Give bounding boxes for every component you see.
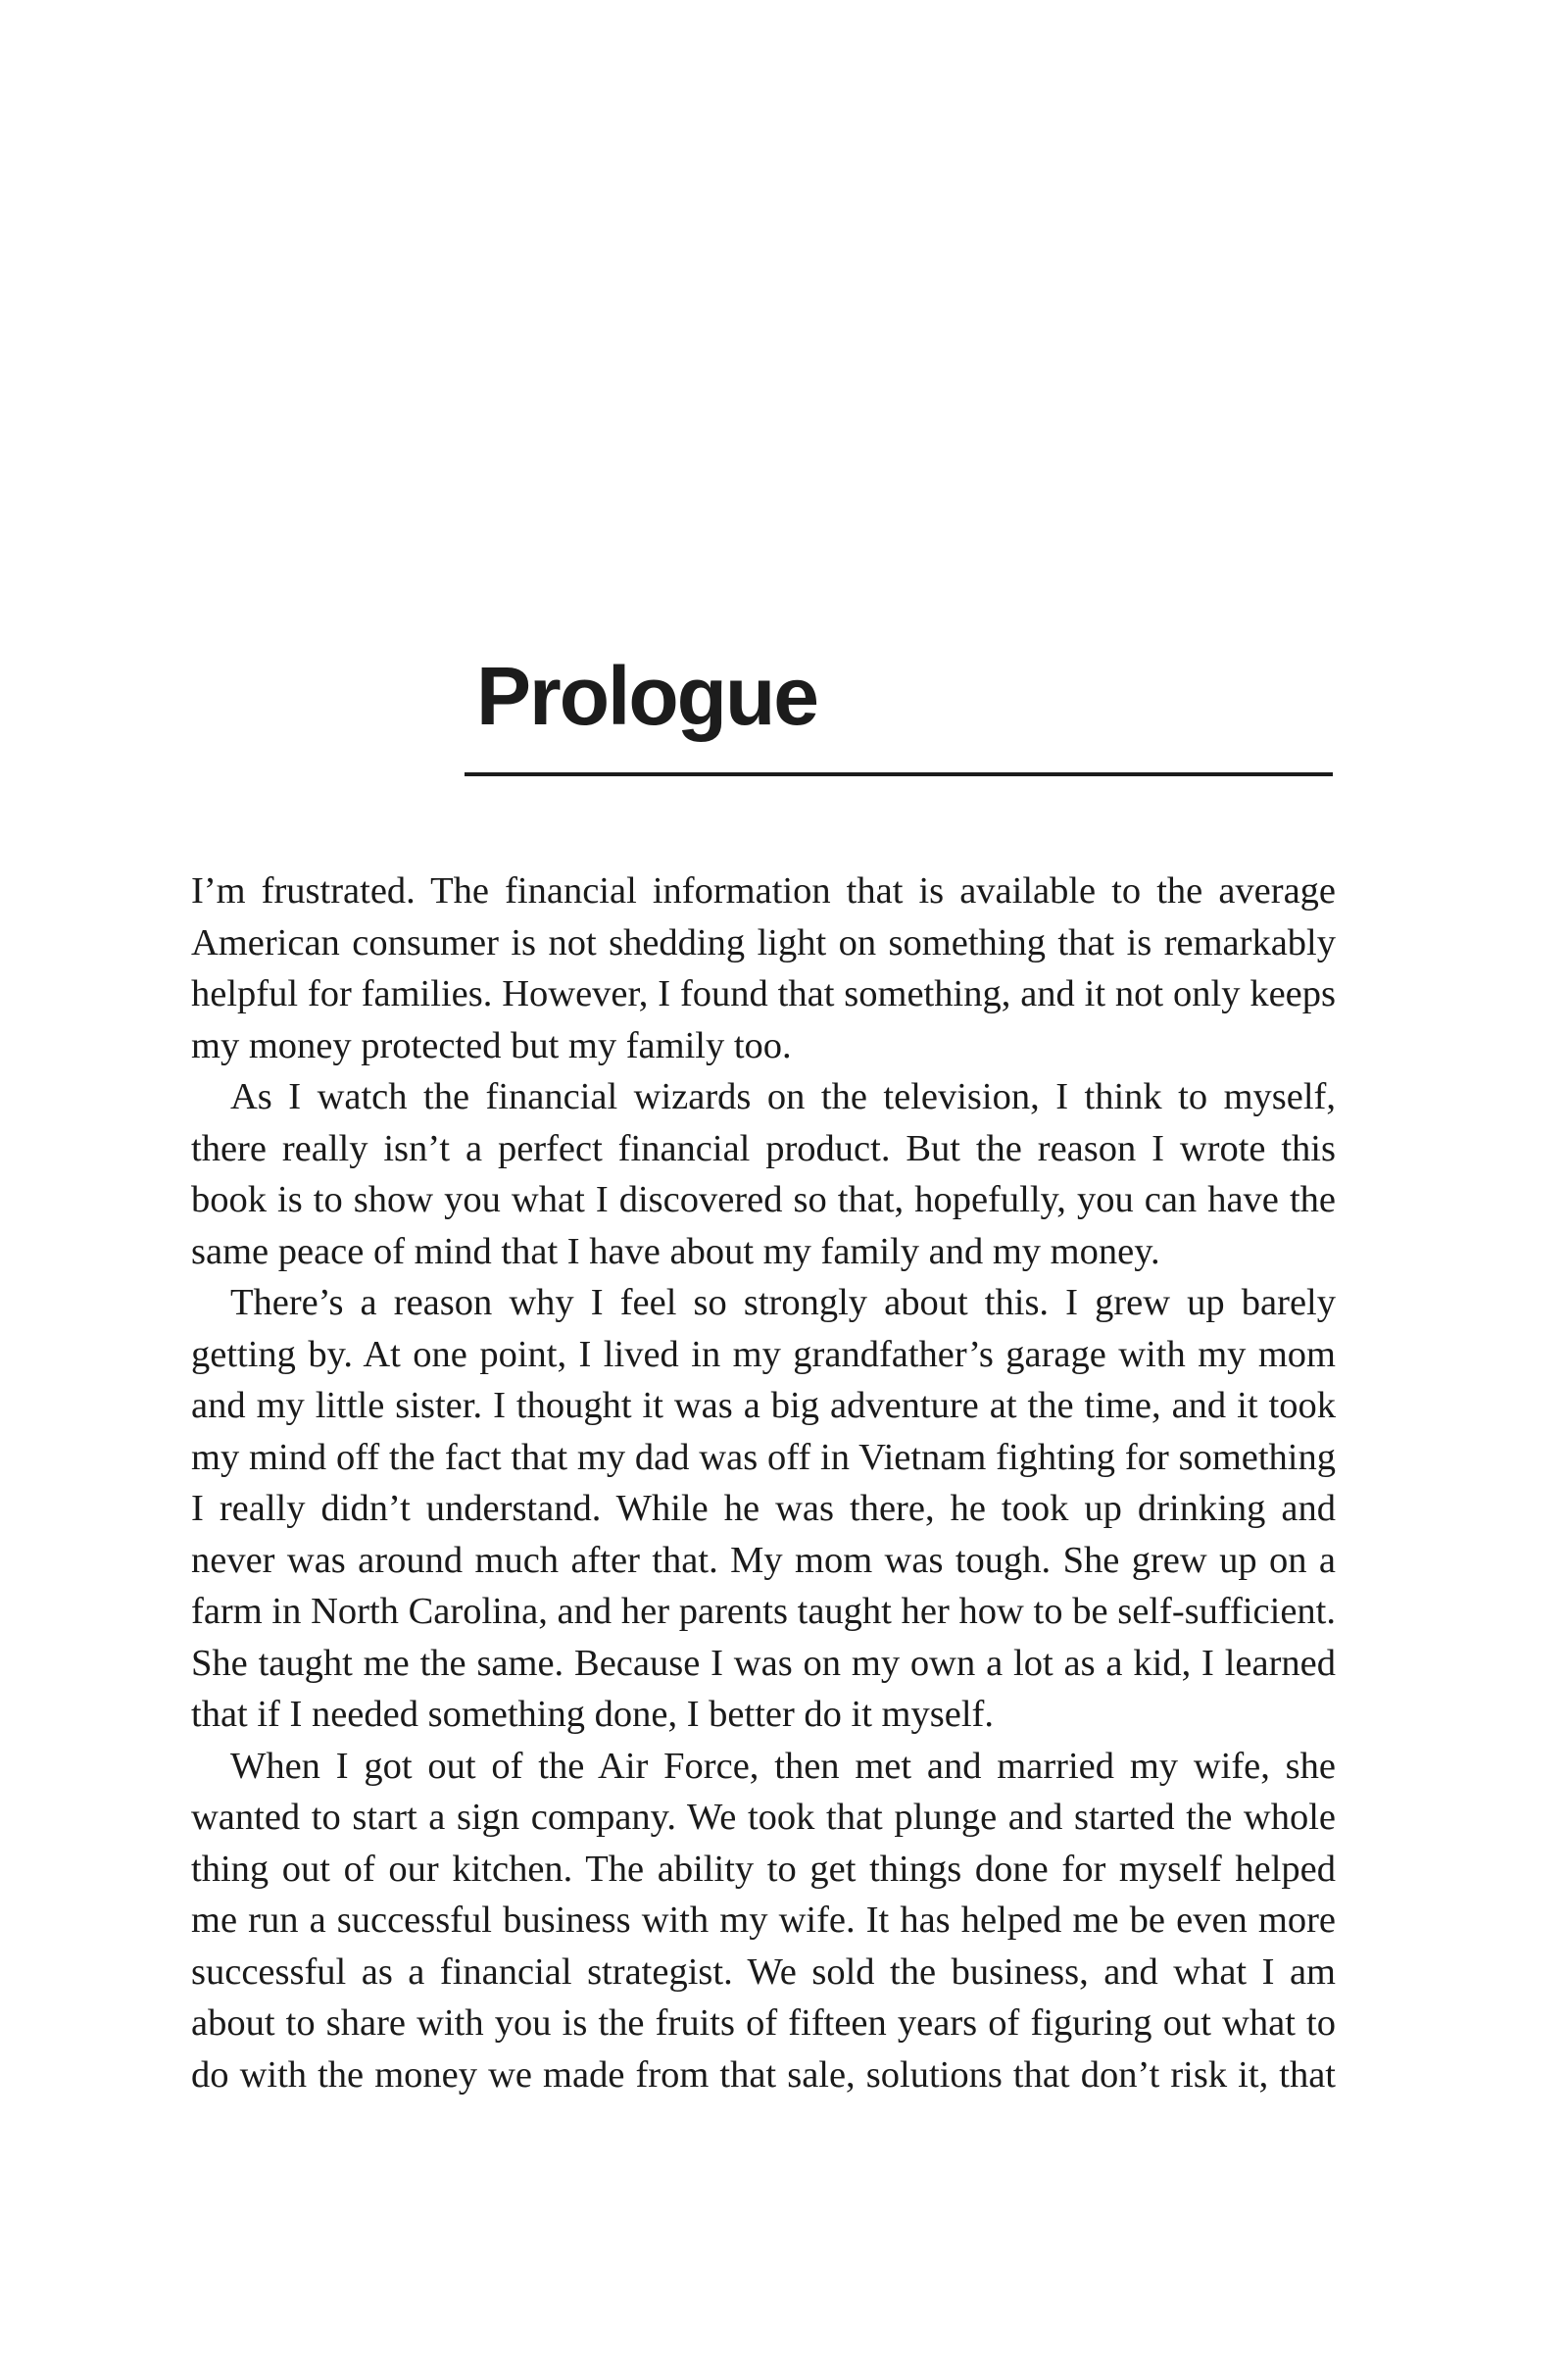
chapter-header [465,647,1333,776]
paragraph-3: There’s a reason why I feel so strongly about this. I grew up barely getting by. At one point, I lived in my grandfather’s garage with my mom and my little sister. I thought it was a big adventure at the time, and it took my mind off the fact that my dad was off in Vietnam fighting for something I really didn’t understand. While he was there, he took up drinking and never was around much after that. My mom was tough. She grew up on a farm in North Carolina, and her parents taught her how to be self-sufficient. She taught me the same. Because I was on my own a lot as a kid, I learned that if I needed something done, I better do it myself. [191,1282,1336,1735]
paragraph-1: I’m frustrated. The financial information that is available to the average American consumer is not shedding light on something that is remarkably helpful for families. However, I found that something, and it not only keeps my money protected but my family too. [191,870,1336,1066]
paragraph-2: As I watch the financial wizards on the television, I think to myself, there really isn’t a perfect financial product. But the reason I wrote this book is to show you what I discovered so that, hopefully, you can have the same peace of mind that I have about my family and my money. [191,1076,1336,1272]
body-text [191,865,1336,2100]
chapter-title: Prologue [476,650,818,742]
paragraph-4: When I got out of the Air Force, then met and married my wife, she wanted to start a sign company. We took that plunge and started the whole thing out of our kitchen. The ability to get things done for myself helped me run a successful business with my wife. It has helped me be even more successful as a financial strategist. We sold the business, and what I am about to share with you is the fruits of fifteen years of figuring out what to do with the money we made from that sale, solutions that don’t risk it, that [191,1745,1336,2096]
title-underline-rule [465,772,1333,776]
